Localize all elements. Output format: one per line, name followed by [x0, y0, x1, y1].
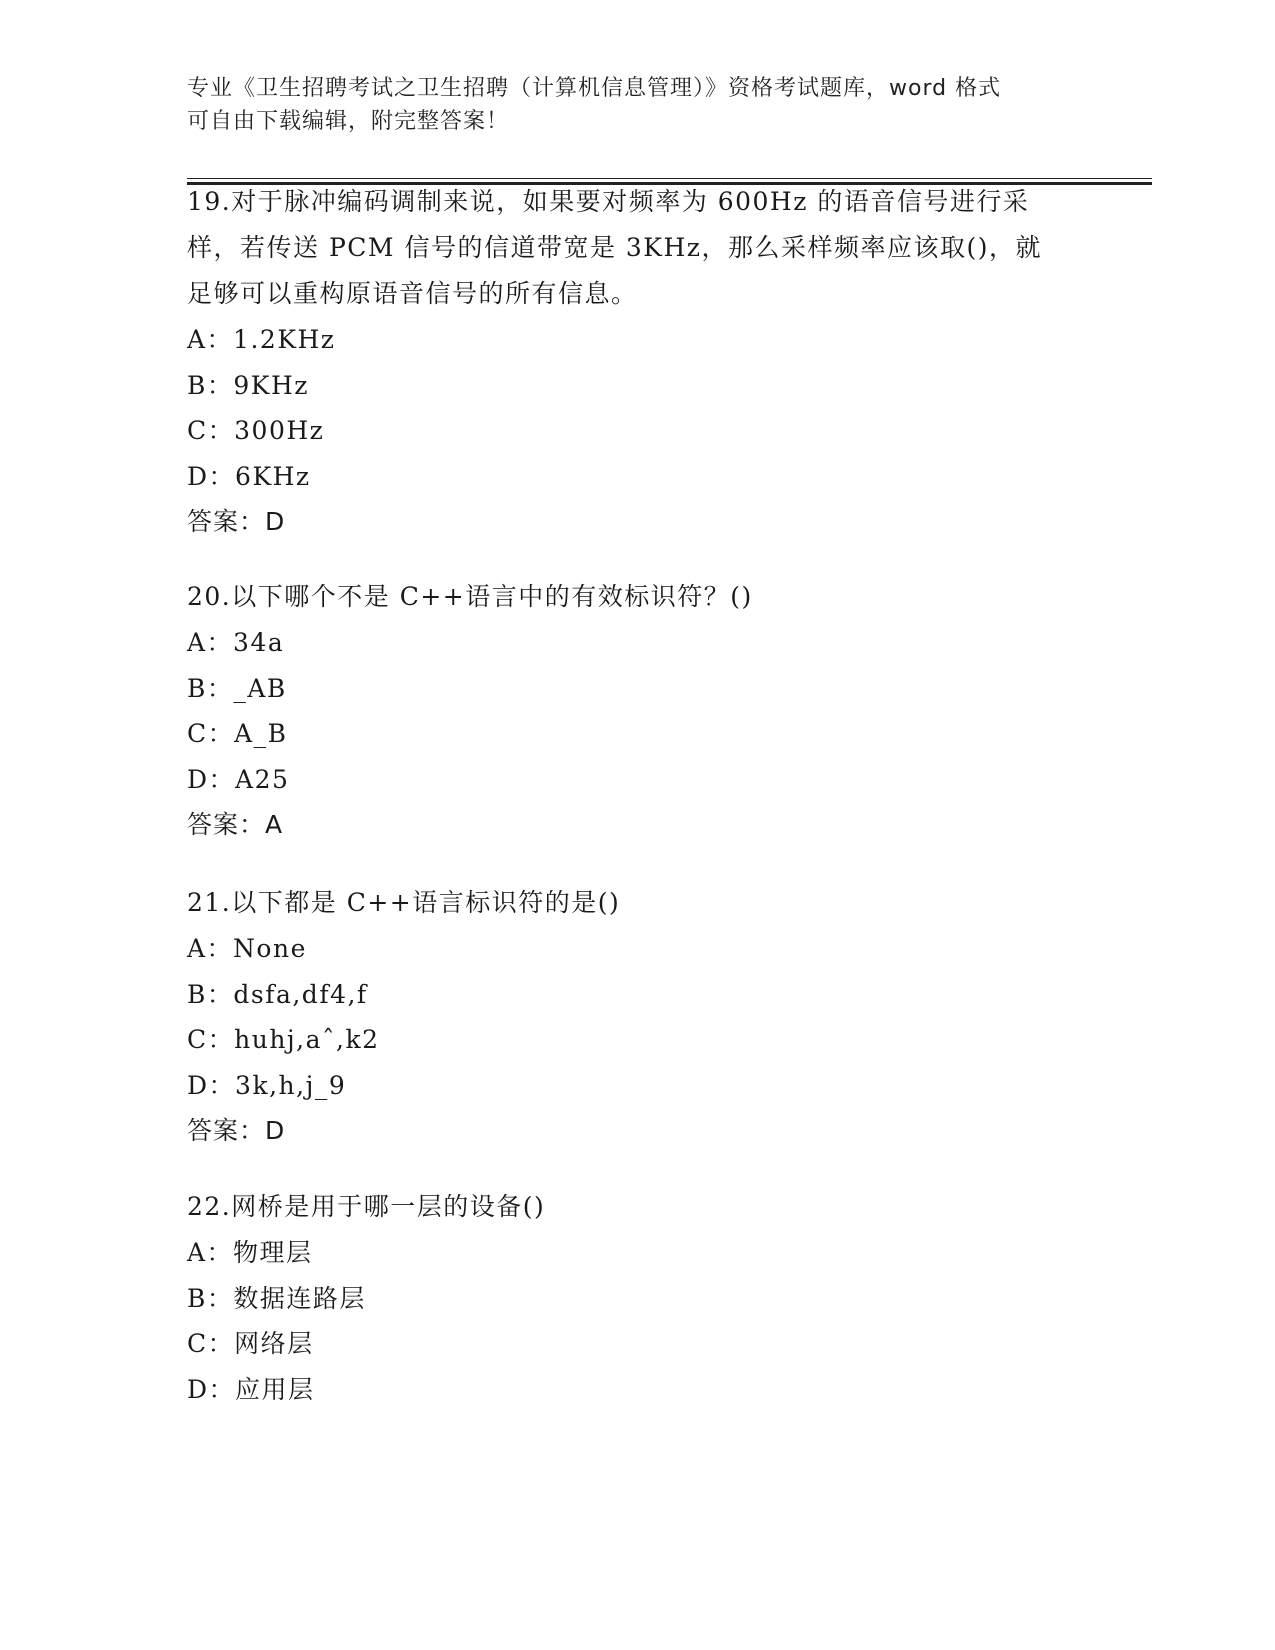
question-stem-line: 足够可以重构原语音信号的所有信息。: [187, 279, 638, 308]
option-c: C：A_B: [187, 719, 288, 748]
option-d: D：应用层: [187, 1374, 315, 1404]
option-b: B：数据连路层: [187, 1283, 366, 1313]
option-b: B：9KHz: [187, 370, 309, 400]
option-d: D：A25: [187, 764, 290, 794]
answer-label: 答案：A: [187, 810, 284, 839]
question-20: [187, 574, 1087, 848]
question-stem-line: 21.以下都是 C++语言标识符的是(): [187, 888, 621, 917]
option-b: B：_AB: [187, 673, 287, 703]
question-stem-line: 样，若传送 PCM 信号的信道带宽是 3KHz，那么采样频率应该取()，就: [187, 233, 1042, 262]
option-a: A：34a: [187, 628, 285, 657]
option-d: D：3k,h,j_9: [187, 1070, 347, 1100]
question-21: [187, 880, 1087, 1154]
answer-label: 答案：D: [187, 1116, 286, 1145]
option-a: A：1.2KHz: [187, 325, 336, 354]
option-d: D：6KHz: [187, 461, 311, 491]
option-a: A：物理层: [187, 1238, 313, 1267]
question-stem-line: 19.对于脉冲编码调制来说，如果要对频率为 600Hz 的语音信号进行采: [187, 187, 1030, 216]
question-19: [187, 179, 1087, 545]
option-b: B：dsfa,df4,f: [187, 979, 368, 1009]
option-a: A：None: [187, 934, 307, 963]
option-c: C：网络层: [187, 1329, 314, 1358]
header-line-1: 专业《卫生招聘考试之卫生招聘（计算机信息管理）》资格考试题库，word 格式: [187, 76, 1002, 101]
header-line-2: 可自由下载编辑，附完整答案！: [187, 109, 510, 134]
question-stem-line: 22.网桥是用于哪一层的设备(): [187, 1192, 546, 1221]
answer-label: 答案：D: [187, 507, 286, 536]
option-c: C：300Hz: [187, 416, 325, 445]
option-c: C：huhj,aˆ,k2: [187, 1025, 380, 1054]
document-header: [187, 72, 1087, 138]
question-stem-line: 20.以下哪个不是 C++语言中的有效标识符？(): [187, 582, 753, 611]
question-22: [187, 1184, 1087, 1412]
